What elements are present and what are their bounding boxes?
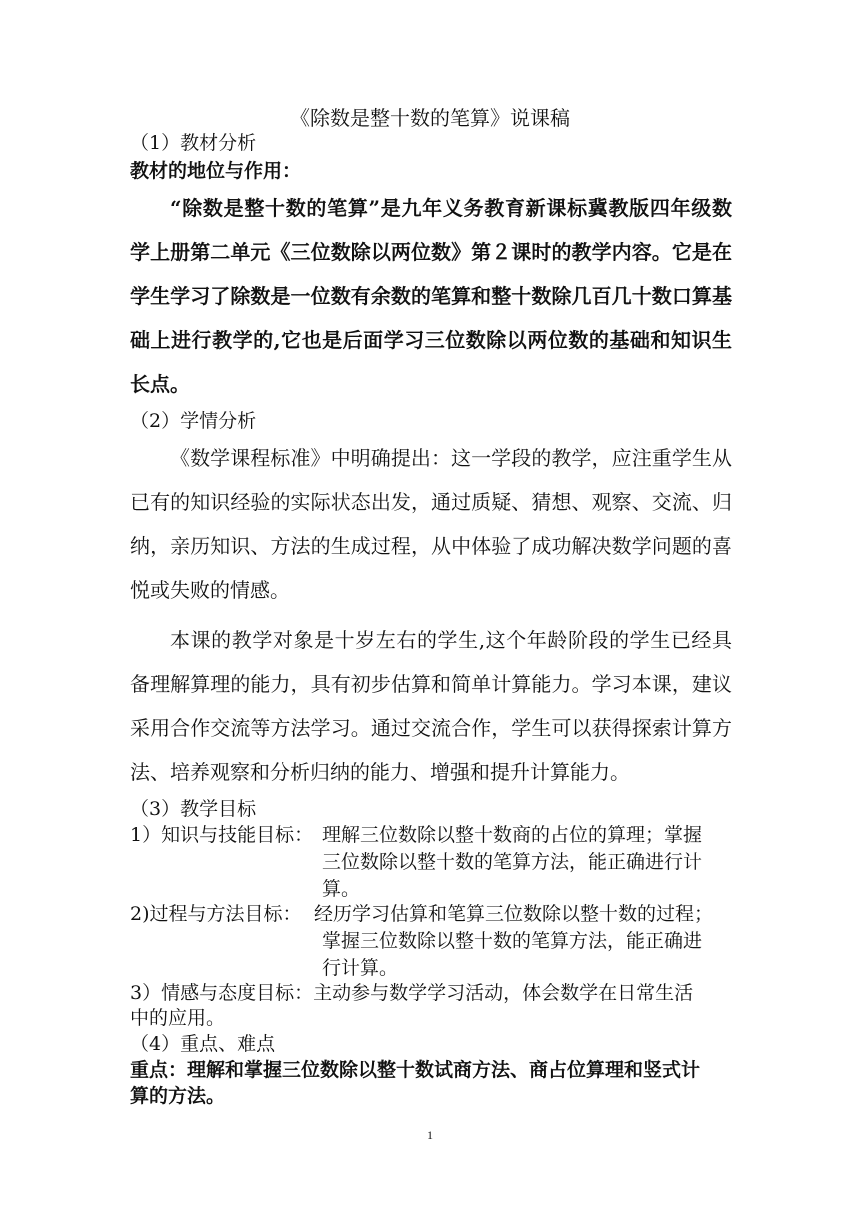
page-number: 1 <box>427 1128 433 1142</box>
section-heading-keypoints: （4）重点、难点 <box>130 1033 276 1055</box>
objective-process-line1: 经历学习估算和笔算三位数除以整十数的过程； <box>314 903 714 925</box>
objective-knowledge-line3: 算。 <box>322 878 361 900</box>
paragraph-teaching-target: 本课的教学对象是十岁左右的学生,这个年龄阶段的学生已经具备理解算理的能力，具有初步估算和简单计算能力。学习本课，建议采用合作交流等方法学习。通过交流合作，学生可以获得探索计算方法、培养观察和分析归纳的能力、增强和提升计算能力。 <box>130 628 732 784</box>
keypoint-line2: 算的方法。 <box>130 1085 226 1107</box>
objective-knowledge-line2: 三位数除以整十数的笔算方法，能正确进行计 <box>322 851 703 873</box>
subheading-role: 教材的地位与作用： <box>130 160 302 182</box>
section-heading-materials: （1）教材分析 <box>130 132 257 154</box>
section-heading-objectives: （3）教学目标 <box>130 798 257 820</box>
objective-process-label: 2)过程与方法目标： <box>130 903 302 925</box>
objective-process-line3: 行计算。 <box>322 957 399 979</box>
keypoint-line1: 重点：理解和掌握三位数除以整十数试商方法、商占位算理和竖式计 <box>130 1059 701 1081</box>
paragraph-curriculum-standard: 《数学课程标准》中明确提出：这一学段的教学，应注重学生从已有的知识经验的实际状态出发，通过质疑、猜想、观察、交流、归纳，亲历知识、方法的生成过程，从中体验了成功解决数学问题的喜悦或失败的情感。 <box>130 446 732 602</box>
objective-knowledge-label: 1）知识与技能目标： <box>130 824 314 846</box>
objective-attitude-line1: 3）情感与态度目标：主动参与数学学习活动，体会数学在日常生活 <box>130 982 694 1004</box>
objective-knowledge-line1: 理解三位数除以整十数商的占位的算理；掌握 <box>322 824 703 846</box>
paragraph-materials: “除数是整十数的笔算”是九年义务教育新课标冀教版四年级数学上册第二单元《三位数除以两位数》第２课时的教学内容。它是在学生学习了除数是一位数有余数的笔算和整十数除几百几十数口算基础上进行教学的,它也是后面学习三位数除以两位数的基础和知识生长点。 <box>130 196 732 396</box>
objective-attitude-line2: 中的应用。 <box>130 1007 226 1029</box>
document-title: 《除数是整十数的笔算》说课稿 <box>290 106 570 130</box>
objective-process-line2: 掌握三位数除以整十数的笔算方法，能正确进 <box>322 930 703 952</box>
objective-knowledge <box>130 821 732 905</box>
section-heading-students: （2）学情分析 <box>130 410 257 432</box>
objective-process <box>130 900 732 984</box>
